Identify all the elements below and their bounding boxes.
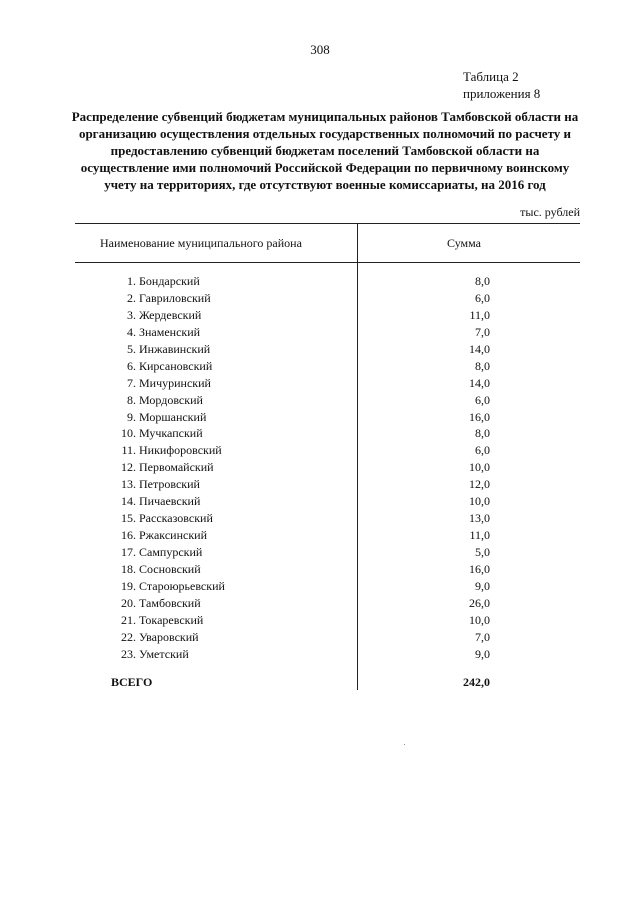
- district-amount: 8,0: [475, 426, 490, 441]
- district-name: Гавриловский: [139, 290, 211, 305]
- district-amount: 10,0: [469, 612, 490, 627]
- district-amount: 6,0: [475, 290, 490, 305]
- row-number: 16.: [121, 528, 136, 543]
- table-row: [0, 358, 640, 375]
- table-row: [0, 392, 640, 409]
- district-name: Мучкапский: [139, 426, 203, 441]
- district-amount: 10,0: [469, 494, 490, 509]
- row-number: 15.: [121, 511, 136, 526]
- scan-dot: [404, 744, 405, 745]
- district-name: Первомайский: [139, 460, 214, 475]
- district-name: Никифоровский: [139, 443, 222, 458]
- document-title: Распределение субвенций бюджетам муниципальных районов Тамбовской области на организацию осуществления отдельных государственных полномочий по расчету и предоставлению субвенций бюджетам поселений Тамбовской области на осуществление ими полномочий Российской Федерации по первичному воинскому учету на территориях, где отсутствуют военные комиссариаты, на 2016 год: [71, 109, 579, 192]
- district-amount: 13,0: [469, 511, 490, 526]
- table-row: [0, 510, 640, 527]
- district-name: Кирсановский: [139, 358, 213, 373]
- table-row: [0, 646, 640, 663]
- table-row: [0, 527, 640, 544]
- row-number: 5.: [127, 341, 136, 356]
- table-row: [0, 544, 640, 561]
- table-row: [0, 612, 640, 629]
- row-number: 7.: [127, 375, 136, 390]
- district-amount: 6,0: [475, 392, 490, 407]
- table-row: [0, 290, 640, 307]
- row-number: 1.: [127, 274, 136, 288]
- row-number: 3.: [127, 307, 136, 322]
- table-ref-line2: приложения 8: [463, 86, 541, 101]
- table-row: [0, 595, 640, 612]
- row-number: 20.: [121, 595, 136, 610]
- district-name: Тамбовский: [139, 595, 201, 610]
- row-number: 21.: [121, 612, 136, 627]
- row-number: 9.: [127, 409, 136, 424]
- district-amount: 16,0: [469, 561, 490, 576]
- district-amount: 7,0: [475, 629, 490, 644]
- district-amount: 8,0: [475, 274, 490, 288]
- district-amount: 10,0: [469, 460, 490, 475]
- table-row: [0, 493, 640, 510]
- district-name: Токаревский: [139, 612, 204, 627]
- row-number: 12.: [121, 460, 136, 475]
- table-row: [0, 425, 640, 442]
- row-number: 19.: [121, 578, 136, 593]
- row-number: 18.: [121, 561, 136, 576]
- district-name: Бондарский: [139, 274, 200, 288]
- table-row: [0, 409, 640, 426]
- total-label: ВСЕГО: [111, 675, 153, 689]
- district-amount: 8,0: [475, 358, 490, 373]
- total-value: 242,0: [463, 675, 490, 689]
- district-name: Знаменский: [139, 324, 201, 339]
- district-name: Сампурский: [139, 545, 203, 559]
- table-row: [0, 341, 640, 358]
- district-amount: 11,0: [469, 528, 490, 543]
- row-number: 6.: [127, 358, 136, 373]
- table-row: [0, 578, 640, 595]
- district-amount: 9,0: [475, 646, 490, 661]
- district-amount: 11,0: [469, 307, 490, 322]
- table-reference: [463, 68, 540, 102]
- district-amount: 9,0: [475, 578, 490, 593]
- district-amount: 26,0: [469, 595, 490, 610]
- table-row: [0, 375, 640, 392]
- district-name: Староюрьевский: [139, 578, 225, 593]
- row-number: 17.: [121, 545, 136, 559]
- table-row: [0, 459, 640, 476]
- table-row: [0, 442, 640, 459]
- row-number: 8.: [127, 392, 136, 407]
- district-name: Петровский: [139, 477, 200, 492]
- district-name: Уметский: [139, 646, 189, 661]
- district-amount: 12,0: [469, 477, 490, 492]
- district-amount: 5,0: [475, 545, 490, 559]
- district-name: Инжавинский: [139, 341, 211, 356]
- table-row: [0, 561, 640, 578]
- table-row: [0, 273, 640, 290]
- district-amount: 14,0: [469, 341, 490, 356]
- district-name: Ржаксинский: [139, 528, 207, 543]
- column-header-sum: Сумма: [447, 236, 481, 250]
- row-number: 11.: [121, 443, 136, 458]
- row-number: 4.: [127, 324, 136, 339]
- district-name: Мордовский: [139, 392, 203, 407]
- row-number: 22.: [121, 629, 136, 644]
- district-name: Уваровский: [139, 629, 199, 644]
- table-ref-line1: Таблица 2: [463, 69, 519, 84]
- table-header-rule: [75, 262, 580, 263]
- row-number: 2.: [127, 290, 136, 305]
- table-row: [0, 307, 640, 324]
- district-amount: 7,0: [475, 324, 490, 339]
- district-name: Жердевский: [139, 307, 202, 322]
- table-row: [0, 629, 640, 646]
- column-header-name: Наименование муниципального района: [100, 236, 302, 250]
- table-top-rule: [75, 223, 580, 224]
- district-amount: 16,0: [469, 409, 490, 424]
- district-amount: 14,0: [469, 375, 490, 390]
- row-number: 10.: [121, 426, 136, 441]
- district-name: Пичаевский: [139, 494, 201, 509]
- table-body: [0, 273, 640, 663]
- district-name: Моршанский: [139, 409, 207, 424]
- table-row: [0, 476, 640, 493]
- row-number: 14.: [121, 494, 136, 509]
- unit-label: тыс. рублей: [520, 205, 580, 219]
- page-number: 308: [310, 42, 330, 57]
- row-number: 23.: [121, 646, 136, 661]
- row-number: 13.: [121, 477, 136, 492]
- district-name: Сосновский: [139, 561, 201, 576]
- district-name: Мичуринский: [139, 375, 211, 390]
- table-row: [0, 324, 640, 341]
- district-amount: 6,0: [475, 443, 490, 458]
- district-name: Рассказовский: [139, 511, 213, 526]
